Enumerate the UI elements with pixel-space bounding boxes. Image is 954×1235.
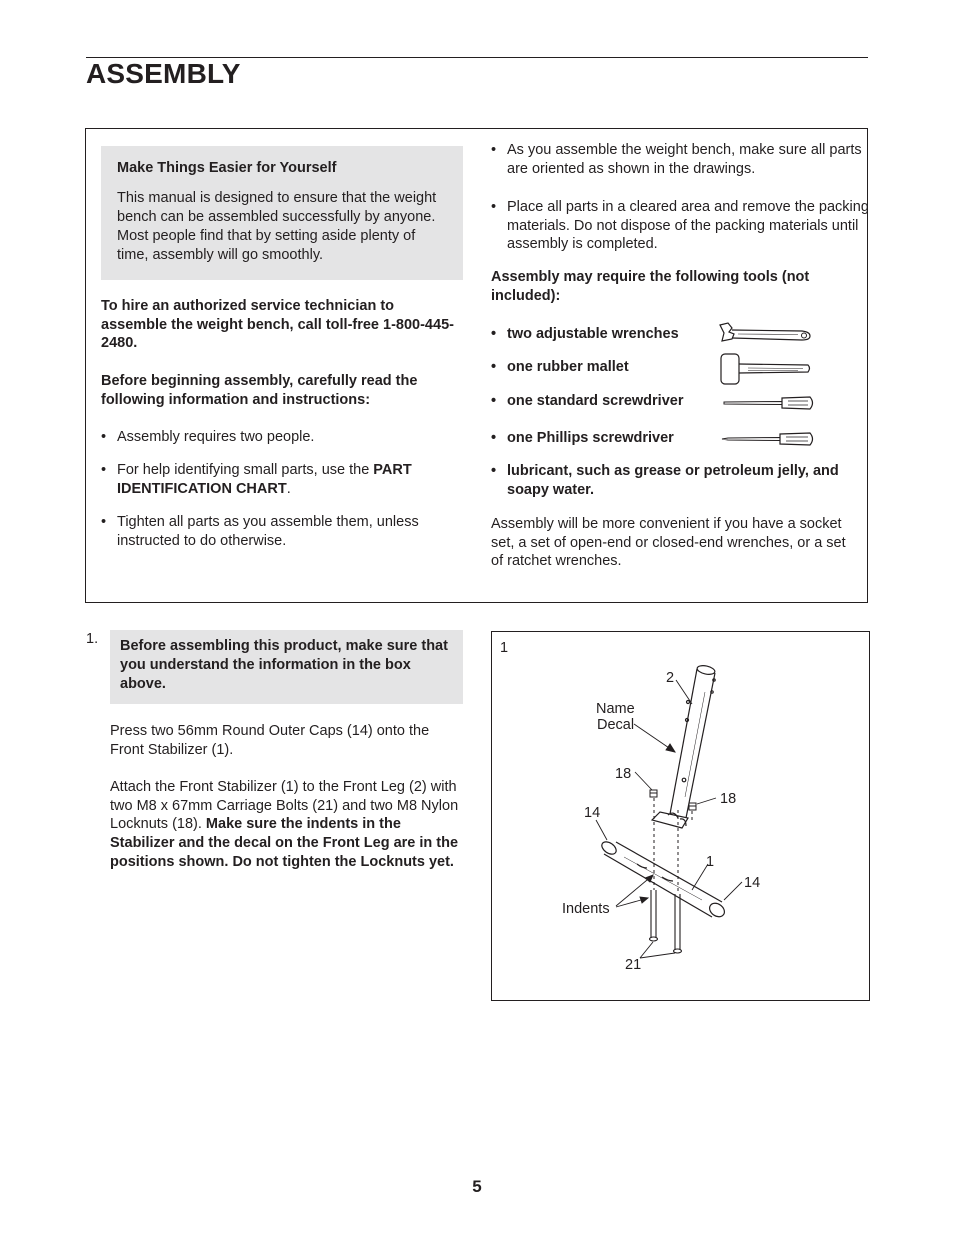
- label-name-decal-line1: Name: [596, 701, 635, 717]
- page-title: ASSEMBLY: [86, 58, 241, 89]
- label-carriage-bolts: 21: [625, 957, 642, 973]
- leg-bracket: [652, 812, 688, 828]
- part-chart-reference: PART IDENTIFICATION CHART: [117, 462, 412, 497]
- rubber-mallet-icon: [718, 352, 814, 386]
- tool-phillips-screwdriver: • one Phillips screwdriver: [491, 429, 727, 448]
- label-cap-left: 14: [584, 805, 601, 821]
- front-stabilizer: [600, 839, 727, 919]
- figure-1: [491, 631, 870, 1001]
- step-note: Before assembling this product, make sure that you understand the information in the box above.: [110, 630, 463, 704]
- page-number: 5: [472, 1177, 482, 1196]
- before-text: Before beginning assembly, carefully read the following information and instructions:: [101, 373, 418, 408]
- bullet-two-people: • Assembly requires two people.: [101, 428, 467, 447]
- hire-text: To hire an authorized service technician to assemble the weight bench, call toll-free 1-800-445-2480.: [101, 298, 454, 352]
- tool-lubricant: • lubricant, such as grease or petroleum jelly, and soapy water.: [491, 462, 869, 499]
- assembly-drawing: [492, 632, 871, 1002]
- step-para-attach: [110, 778, 466, 872]
- front-leg: [670, 664, 716, 818]
- phillips-screwdriver-icon: [718, 429, 818, 449]
- bullet-part-chart-pre: For help identifying small parts, use the: [117, 462, 374, 478]
- label-front-leg: 2: [666, 670, 675, 686]
- tools-heading: Assembly may require the following tools (not included):: [491, 269, 810, 304]
- figure-number: 1: [500, 640, 509, 656]
- bullet-tighten: • Tighten all parts as you assemble them, unless instructed to do otherwise.: [101, 513, 467, 550]
- tip-body: This manual is designed to ensure that the weight bench can be assembled successfully by anyone. Most people find that by setting aside plenty of time, assembly will go smoothly.: [117, 190, 437, 263]
- step-para-attach-plain: Attach the Front Stabilizer (1) to the Front Leg (2) with two M8 x 67mm Carriage Bolts (21) and two M8 Nylon Locknuts (18).: [110, 779, 459, 833]
- tool-mallet: • one rubber mallet: [491, 358, 727, 377]
- label-stabilizer: 1: [706, 854, 715, 870]
- label-locknut-left: 18: [615, 766, 632, 782]
- tip-title: Make Things Easier for Yourself: [117, 160, 337, 176]
- label-locknut-right: 18: [720, 791, 737, 807]
- step-para-caps: Press two 56mm Round Outer Caps (14) onto the Front Stabilizer (1).: [110, 723, 430, 758]
- label-indents: Indents: [562, 901, 610, 917]
- step-para-attach-warning: Make sure the indents in the Stabilizer and the decal on the Front Leg are in the positions shown. Do not tighten the Locknuts yet.: [110, 816, 459, 870]
- tip-panel: [101, 146, 463, 280]
- standard-screwdriver-icon: [718, 393, 818, 413]
- bullet-part-chart-post: .: [286, 480, 291, 497]
- step-number: 1.: [86, 631, 99, 647]
- adjustable-wrench-icon: [718, 321, 814, 347]
- label-cap-right: 14: [744, 875, 761, 891]
- tool-wrenches: • two adjustable wrenches: [491, 325, 727, 344]
- carriage-bolts: [650, 890, 682, 953]
- label-name-decal-line2: Decal: [597, 717, 635, 733]
- locknut-left: [650, 790, 657, 797]
- tool-standard-screwdriver: • one standard screwdriver: [491, 392, 727, 411]
- bullet-part-chart: [101, 461, 467, 498]
- locknut-right: [689, 803, 696, 810]
- bullet-packing: • Place all parts in a cleared area and remove the packing materials. Do not dispose of the packing materials until assembly is completed.: [491, 198, 869, 254]
- bullet-orientation: • As you assemble the weight bench, make sure all parts are oriented as shown in the drawings.: [491, 141, 869, 178]
- convenient-text: Assembly will be more convenient if you have a socket set, a set of open-end or closed-end wrenches, or a set of ratchet wrenches.: [491, 516, 846, 570]
